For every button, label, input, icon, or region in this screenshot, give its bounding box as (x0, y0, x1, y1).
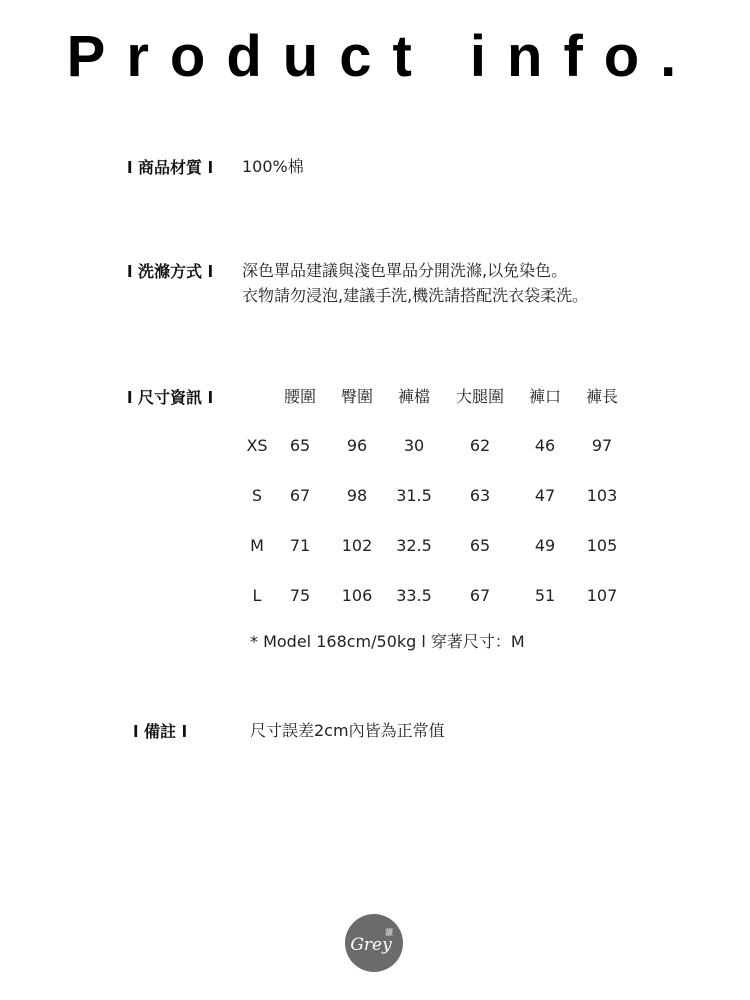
material-value: 100%棉 (242, 157, 304, 176)
size-header-hem: 褲口 (528, 387, 562, 406)
size-cell: 96 (346, 436, 368, 455)
material-label: l 商品材質 l (127, 158, 214, 177)
size-cell: 71 (289, 536, 311, 555)
size-cell: 67 (289, 486, 311, 505)
logo-text: Grey (350, 935, 392, 955)
size-cell: 47 (534, 486, 556, 505)
size-cell: 103 (586, 486, 618, 505)
size-cell: 107 (586, 586, 618, 605)
size-cell: 63 (469, 486, 491, 505)
size-cell: 49 (534, 536, 556, 555)
size-header-length: 褲長 (585, 387, 619, 406)
size-cell: 98 (346, 486, 368, 505)
model-note: * Model 168cm/50kg l 穿著尺寸：M (250, 632, 525, 651)
size-cell: 97 (591, 436, 613, 455)
size-cell: 31.5 (396, 486, 432, 505)
page-title: Product info. (66, 24, 698, 89)
brand-logo-icon (344, 913, 404, 973)
size-row-label: L (252, 586, 262, 605)
washing-label: l 洗滌方式 l (127, 262, 214, 281)
size-cell: 105 (586, 536, 618, 555)
size-cell: 65 (289, 436, 311, 455)
size-row-label: XS (246, 436, 268, 455)
size-cell: 62 (469, 436, 491, 455)
size-header-rise: 褲檔 (397, 387, 431, 406)
size-cell: 75 (289, 586, 311, 605)
size-header-thigh: 大腿圍 (455, 387, 505, 406)
size-cell: 46 (534, 436, 556, 455)
size-info-label: l 尺寸資訊 l (127, 388, 214, 407)
size-header-waist: 腰圍 (283, 387, 317, 406)
size-cell: 106 (341, 586, 373, 605)
remarks-label: l 備註 l (133, 722, 188, 741)
size-cell: 30 (403, 436, 425, 455)
size-cell: 51 (534, 586, 556, 605)
washing-line-1: 深色單品建議與淺色單品分開洗滌,以免染色。 (242, 261, 568, 280)
logo-small-mark: 灑 (385, 928, 393, 937)
size-row-label: S (251, 486, 263, 505)
size-cell: 67 (469, 586, 491, 605)
size-cell: 65 (469, 536, 491, 555)
size-header-hip: 臀圍 (340, 387, 374, 406)
washing-line-2: 衣物請勿浸泡,建議手洗,機洗請搭配洗衣袋柔洗。 (242, 286, 589, 305)
size-cell: 32.5 (396, 536, 432, 555)
size-row-label: M (250, 536, 264, 555)
size-cell: 102 (341, 536, 373, 555)
remarks-value: 尺寸誤差2cm內皆為正常值 (250, 721, 445, 740)
size-cell: 33.5 (396, 586, 432, 605)
